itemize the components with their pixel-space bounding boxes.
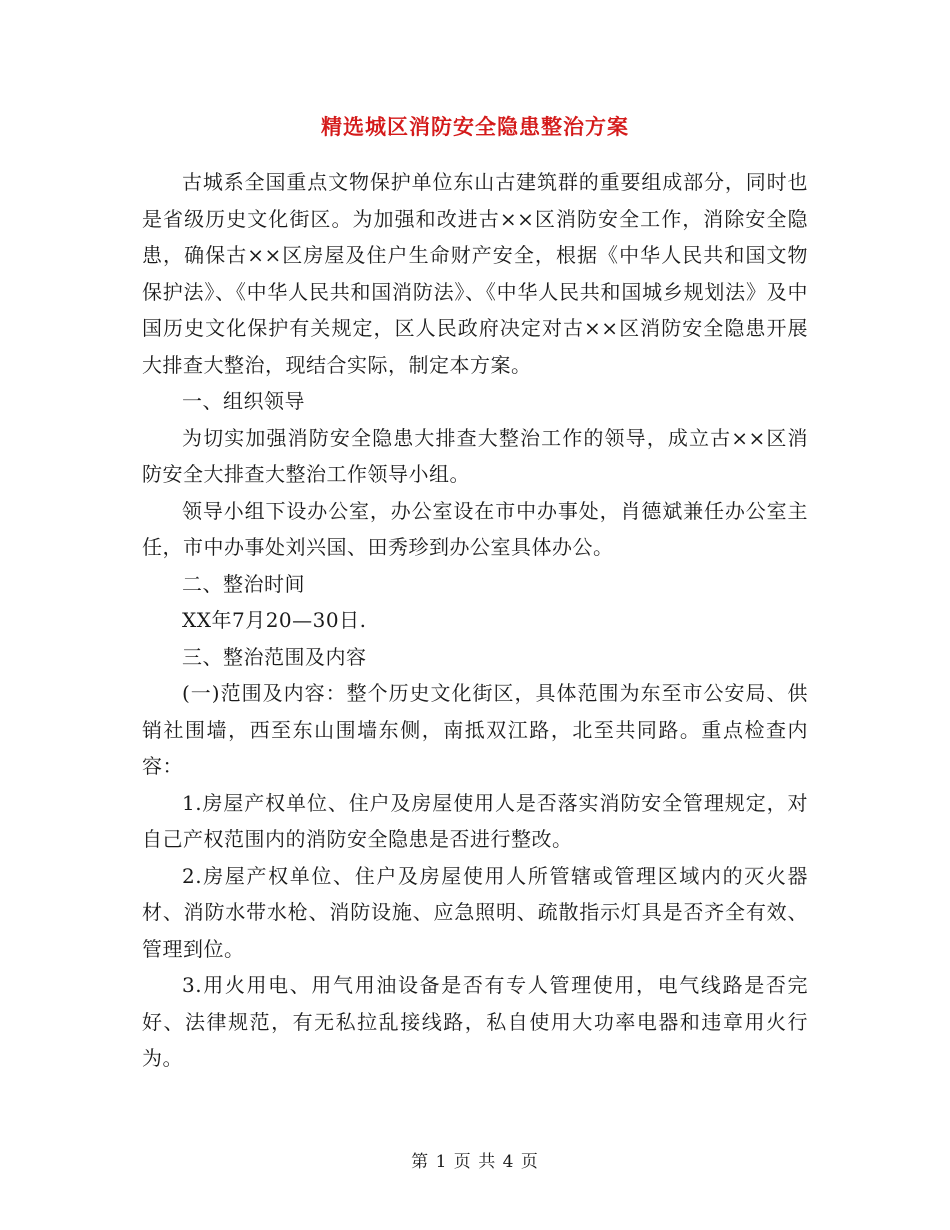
- document-title: 精选城区消防安全隐患整治方案: [321, 114, 629, 139]
- paragraph-intro: 古城系全国重点文物保护单位东山古建筑群的重要组成部分，同时也是省级历史文化街区。为加强和改进古××区消防安全工作，消除安全隐患，确保古××区房屋及住户生命财产安全，根据《中华人民共和国文物保护法》、《中华人民共和国消防法》、《中华人民共和国城乡规划法》及中国历史文化保护有关规定，区人民政府决定对古××区消防安全隐患开展大排查大整治，现结合实际，制定本方案。: [142, 170, 808, 377]
- paragraph-office: 领导小组下设办公室，办公室设在市中办事处，肖德斌兼任办公室主任，市中办事处刘兴国、田秀珍到办公室具体办公。: [142, 498, 808, 559]
- page-footer: 第 1 页 共 4 页: [411, 1152, 539, 1172]
- list-item-1: 1.房屋产权单位、住户及房屋使用人是否落实消防安全管理规定，对自己产权范围内的消防安全隐患是否进行整改。: [142, 790, 808, 851]
- list-item-2: 2.房屋产权单位、住户及房屋使用人所管辖或管理区域内的灭火器材、消防水带水枪、消防设施、应急照明、疏散指示灯具是否齐全有效、管理到位。: [142, 863, 808, 961]
- paragraph-leadership-group: 为切实加强消防安全隐患大排查大整治工作的领导，成立古××区消防安全大排查大整治工作领导小组。: [142, 425, 808, 486]
- section-heading-time: 二、整治时间: [182, 571, 305, 596]
- paragraph-scope: (一)范围及内容：整个历史文化街区，具体范围为东至市公安局、供销社围墙，西至东山围墙东侧，南抵双江路，北至共同路。重点检查内容：: [142, 681, 808, 778]
- document-body: [142, 164, 808, 1077]
- list-item-3: 3.用火用电、用气用油设备是否有专人管理使用，电气线路是否完好、法律规范，有无私拉乱接线路，私自使用大功率电器和违章用火行为。: [142, 973, 808, 1070]
- section-heading-scope: 三、整治范围及内容: [182, 644, 367, 669]
- paragraph-date: XX年7月20—30日.: [182, 608, 367, 632]
- section-heading-organization: 一、组织领导: [182, 389, 305, 413]
